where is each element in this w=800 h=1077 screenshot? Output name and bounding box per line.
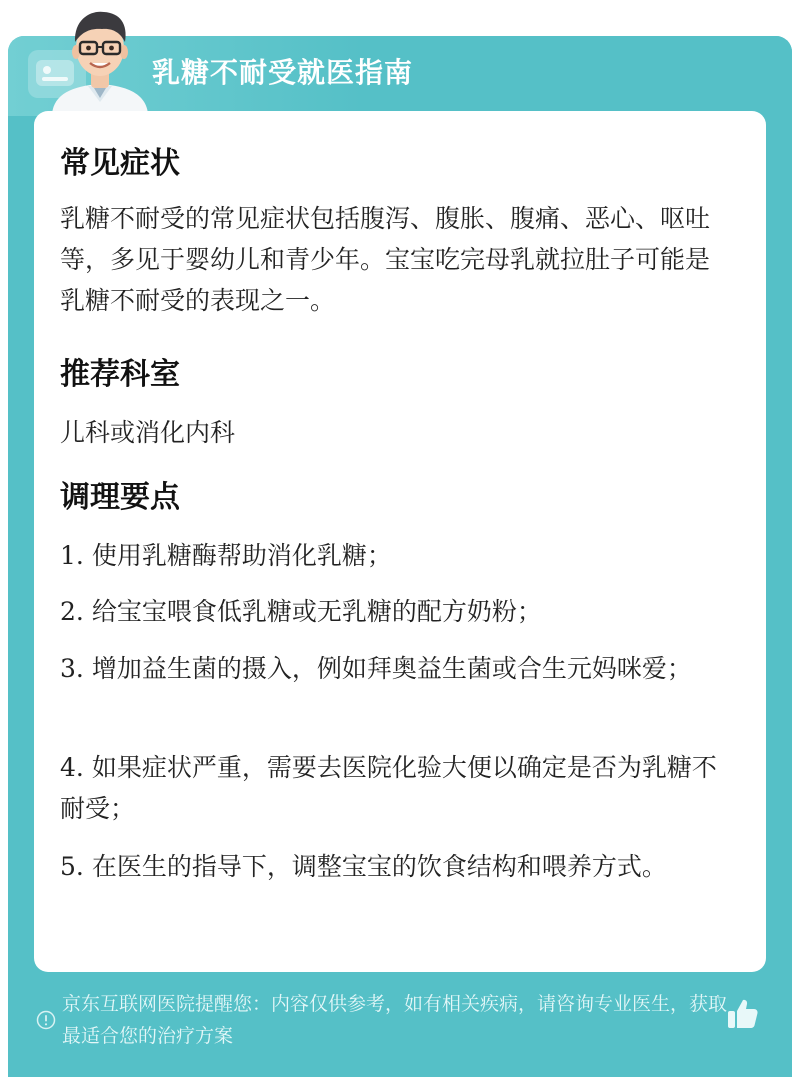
section-heading-symptoms: 常见症状 [60,146,180,181]
list-item: 1. 使用乳糖酶帮助消化乳糖； [60,541,392,570]
list-item: 5. 在医生的指导下，调整宝宝的饮食结构和喂养方式。 [60,852,667,881]
thumbs-up-icon[interactable] [724,996,760,1032]
list-item: 4. 如果症状严重，需要去医院化验大便以确定是否为乳糖不耐受； [60,753,717,823]
section-heading-department: 推荐科室 [60,357,180,392]
symptoms-text: 乳糖不耐受的常见症状包括腹泻、腹胀、腹痛、恶心、呕吐等，多见于婴幼儿和青少年。宝宝吃完母乳就拉肚子可能是乳糖不耐受的表现之一。 [60,204,711,315]
info-icon [36,1010,56,1030]
department-text: 儿科或消化内科 [60,418,236,447]
list-item: 3. 增加益生菌的摄入，例如拜奥益生菌或合生元妈咪爱； [60,654,692,683]
list-item: 2. 给宝宝喂食低乳糖或无乳糖的配方奶粉； [60,597,542,626]
page-title: 乳糖不耐受就医指南 [152,56,414,89]
doctor-avatar [44,2,156,114]
section-heading-care: 调理要点 [60,480,180,515]
disclaimer-text: 京东互联网医院提醒您：内容仅供参考，如有相关疾病，请咨询专业医生，获取最适合您的治疗方案 [62,993,728,1047]
